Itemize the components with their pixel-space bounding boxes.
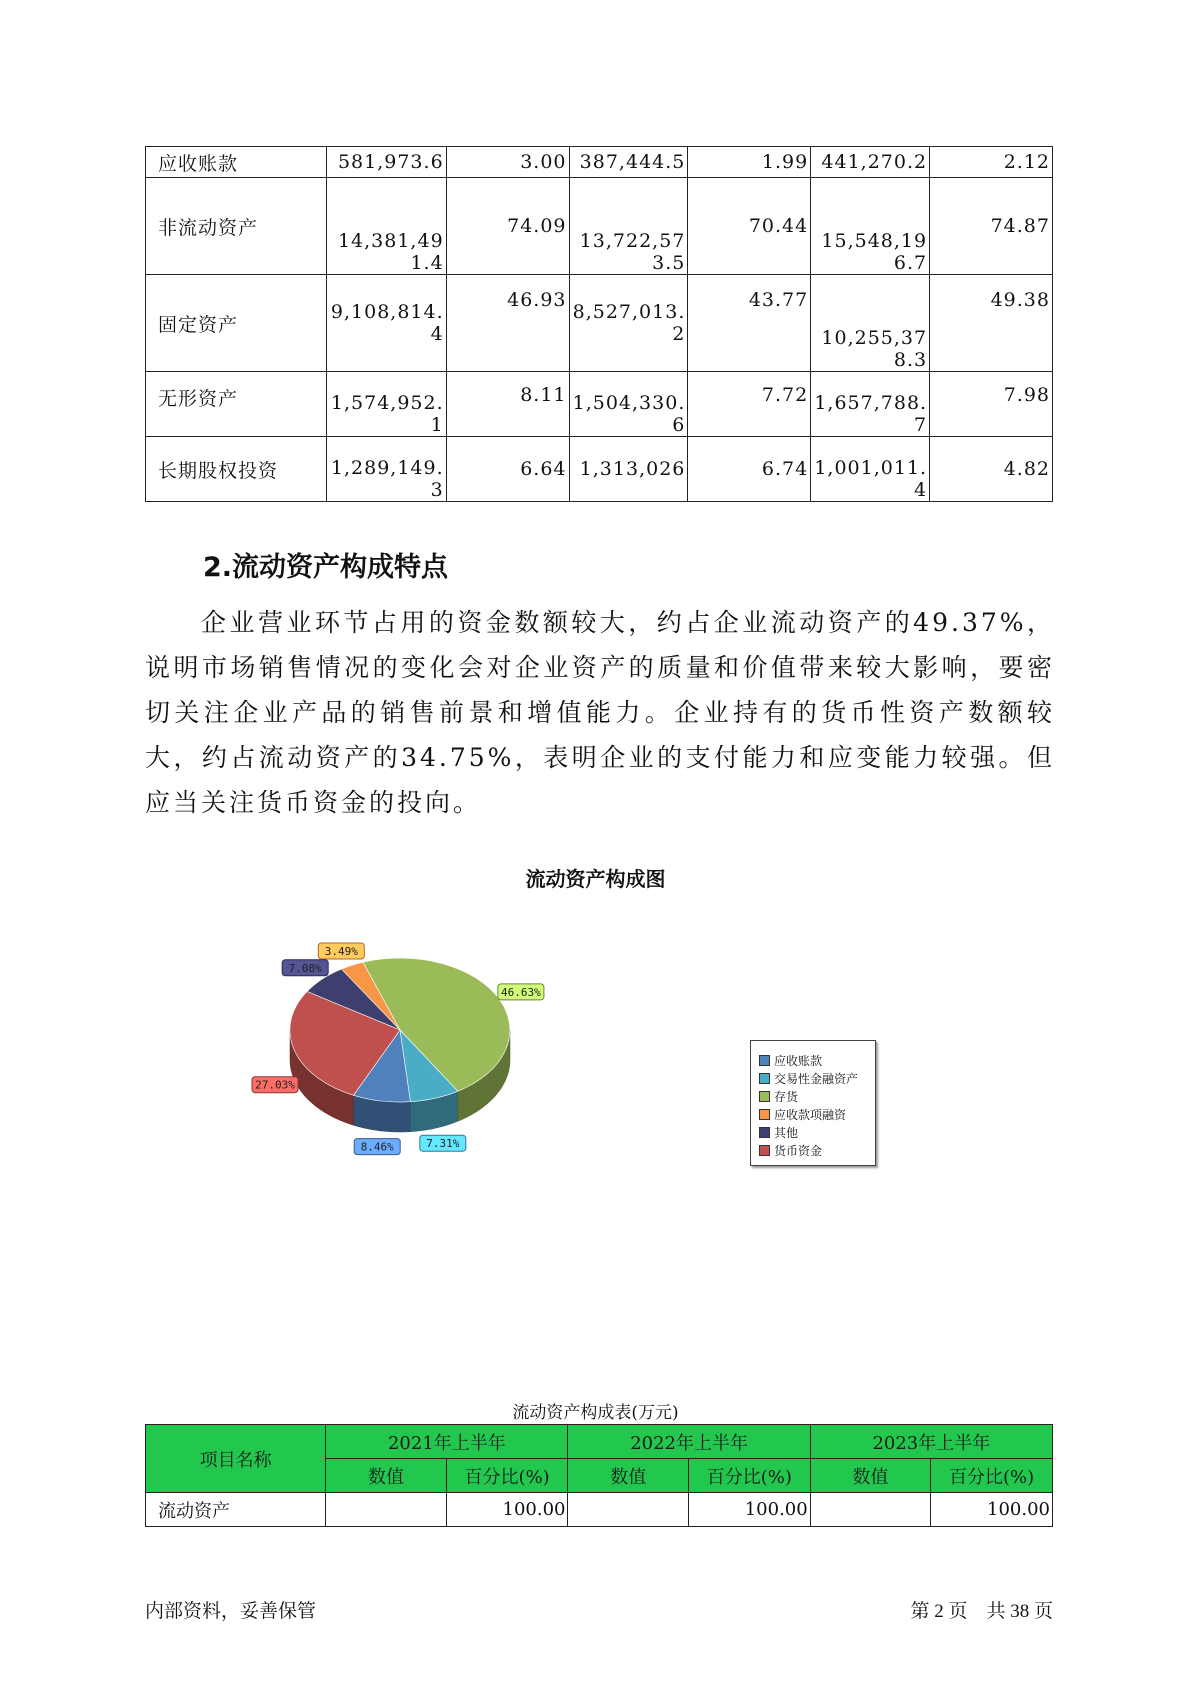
value-2023: 1,657,788.7: [811, 372, 930, 437]
body-paragraph: 企业营业环节占用的资金数额较大，约占企业流动资产的49.37%，说明市场销售情况的变化会对企业资产的质量和价值带来较大影响，要密切关注企业产品的销售前景和增值能力。企业持有的货币性资产数额较大，约占流动资产的34.75%，表明企业的支付能力和应变能力较强。但应当关注货币资金的投向。: [145, 608, 1055, 817]
percent-2021: 3.00: [446, 147, 569, 178]
row-name: 非流动资产: [146, 178, 327, 275]
percent-2023: 100.00: [931, 1493, 1053, 1527]
subheader-value: 数值: [326, 1459, 447, 1493]
subheader-value: 数值: [810, 1459, 931, 1493]
legend-swatch: [759, 1109, 770, 1120]
value-2023: 10,255,378.3: [811, 275, 930, 372]
footer-page-number: 第 2 页 共 38 页: [910, 1601, 1053, 1622]
table-row: [146, 372, 1053, 437]
percent-2023: 7.98: [930, 372, 1053, 437]
row-name: 固定资产: [146, 275, 327, 372]
table-header-row: [146, 1425, 1053, 1459]
percent-2022: 100.00: [688, 1493, 810, 1527]
percent-2021: 8.11: [446, 372, 569, 437]
svg-text:27.03%: 27.03%: [255, 1078, 295, 1092]
legend-item: [759, 1087, 875, 1105]
percent-2021: 46.93: [446, 275, 569, 372]
percent-2022: 43.77: [688, 275, 811, 372]
pie-data-label: [354, 1139, 400, 1155]
table-row: [146, 147, 1053, 178]
value-2023: 15,548,196.7: [811, 178, 930, 275]
asset-table: [145, 146, 1053, 502]
legend-item: [759, 1105, 875, 1123]
table-row: [146, 1493, 1053, 1527]
header-period-2023: 2023年上半年: [810, 1425, 1052, 1459]
percent-2023: 49.38: [930, 275, 1053, 372]
value-2022: 387,444.5: [569, 147, 688, 178]
value-2021: 1,574,952.1: [326, 372, 446, 437]
svg-text:7.31%: 7.31%: [426, 1137, 460, 1151]
percent-2021: 74.09: [446, 178, 569, 275]
value-2021: 14,381,491.4: [326, 178, 446, 275]
percent-2021: 6.64: [446, 437, 569, 502]
legend-label: 其他: [774, 1125, 799, 1140]
table-row: [146, 178, 1053, 275]
section-heading: 2.流动资产构成特点: [203, 552, 449, 583]
subheader-value: 数值: [568, 1459, 689, 1493]
legend-label: 交易性金融资产: [774, 1071, 859, 1086]
table-row: [146, 437, 1053, 502]
header-item-name: 项目名称: [146, 1425, 326, 1493]
header-period-2021: 2021年上半年: [326, 1425, 568, 1459]
row-name: 流动资产: [146, 1493, 326, 1527]
legend-swatch: [759, 1091, 770, 1102]
percent-2021: 100.00: [446, 1493, 568, 1527]
value-2022: 13,722,573.5: [569, 178, 688, 275]
chart-title: 流动资产构成图: [525, 867, 666, 891]
percent-2023: 74.87: [930, 178, 1053, 275]
chart-legend: [750, 1040, 876, 1166]
percent-2023: 4.82: [930, 437, 1053, 502]
pie-data-label: [282, 960, 328, 976]
value-2022: 1,504,330.6: [569, 372, 688, 437]
value-2023: 1,001,011.4: [811, 437, 930, 502]
pie-chart: [250, 930, 630, 1180]
legend-label: 应收款项融资: [774, 1107, 847, 1122]
pie-data-label: [252, 1077, 298, 1093]
row-name: 应收账款: [146, 147, 327, 178]
svg-text:46.63%: 46.63%: [501, 985, 541, 999]
legend-item: [759, 1123, 875, 1141]
svg-text:8.46%: 8.46%: [360, 1140, 394, 1154]
asset-table-body: [146, 147, 1053, 502]
value-2021: [326, 1493, 447, 1527]
pie-data-label: [498, 984, 544, 1000]
percent-2022: 70.44: [688, 178, 811, 275]
subheader-percent: 百分比(%): [446, 1459, 568, 1493]
pie-data-label: [318, 943, 364, 959]
header-period-2022: 2022年上半年: [568, 1425, 810, 1459]
value-2022: 1,313,026: [569, 437, 688, 502]
value-2023: 441,270.2: [811, 147, 930, 178]
value-2022: 8,527,013.2: [569, 275, 688, 372]
current-assets-table: [145, 1424, 1053, 1527]
pie-data-label: [420, 1135, 466, 1151]
percent-2022: 6.74: [688, 437, 811, 502]
legend-item: [759, 1051, 875, 1069]
legend-swatch: [759, 1055, 770, 1066]
value-2023: [810, 1493, 931, 1527]
table-caption: 流动资产构成表(万元): [512, 1403, 679, 1423]
legend-swatch: [759, 1073, 770, 1084]
value-2021: 1,289,149.3: [326, 437, 446, 502]
legend-label: 应收账款: [774, 1053, 823, 1068]
svg-text:3.49%: 3.49%: [324, 945, 358, 958]
subheader-percent: 百分比(%): [688, 1459, 810, 1493]
legend-label: 货币资金: [774, 1143, 823, 1158]
legend-item: [759, 1141, 875, 1159]
value-2021: 581,973.6: [326, 147, 446, 178]
row-name: 无形资产: [146, 372, 327, 437]
value-2022: [568, 1493, 689, 1527]
value-2021: 9,108,814.4: [326, 275, 446, 372]
footer-left: 内部资料，妥善保管: [145, 1601, 317, 1622]
subheader-percent: 百分比(%): [931, 1459, 1053, 1493]
row-name: 长期股权投资: [146, 437, 327, 502]
legend-label: 存货: [774, 1089, 799, 1104]
legend-item: [759, 1069, 875, 1087]
legend-swatch: [759, 1127, 770, 1138]
percent-2022: 7.72: [688, 372, 811, 437]
percent-2022: 1.99: [688, 147, 811, 178]
legend-swatch: [759, 1145, 770, 1156]
percent-2023: 2.12: [930, 147, 1053, 178]
svg-text:7.08%: 7.08%: [288, 961, 322, 975]
table-row: [146, 275, 1053, 372]
